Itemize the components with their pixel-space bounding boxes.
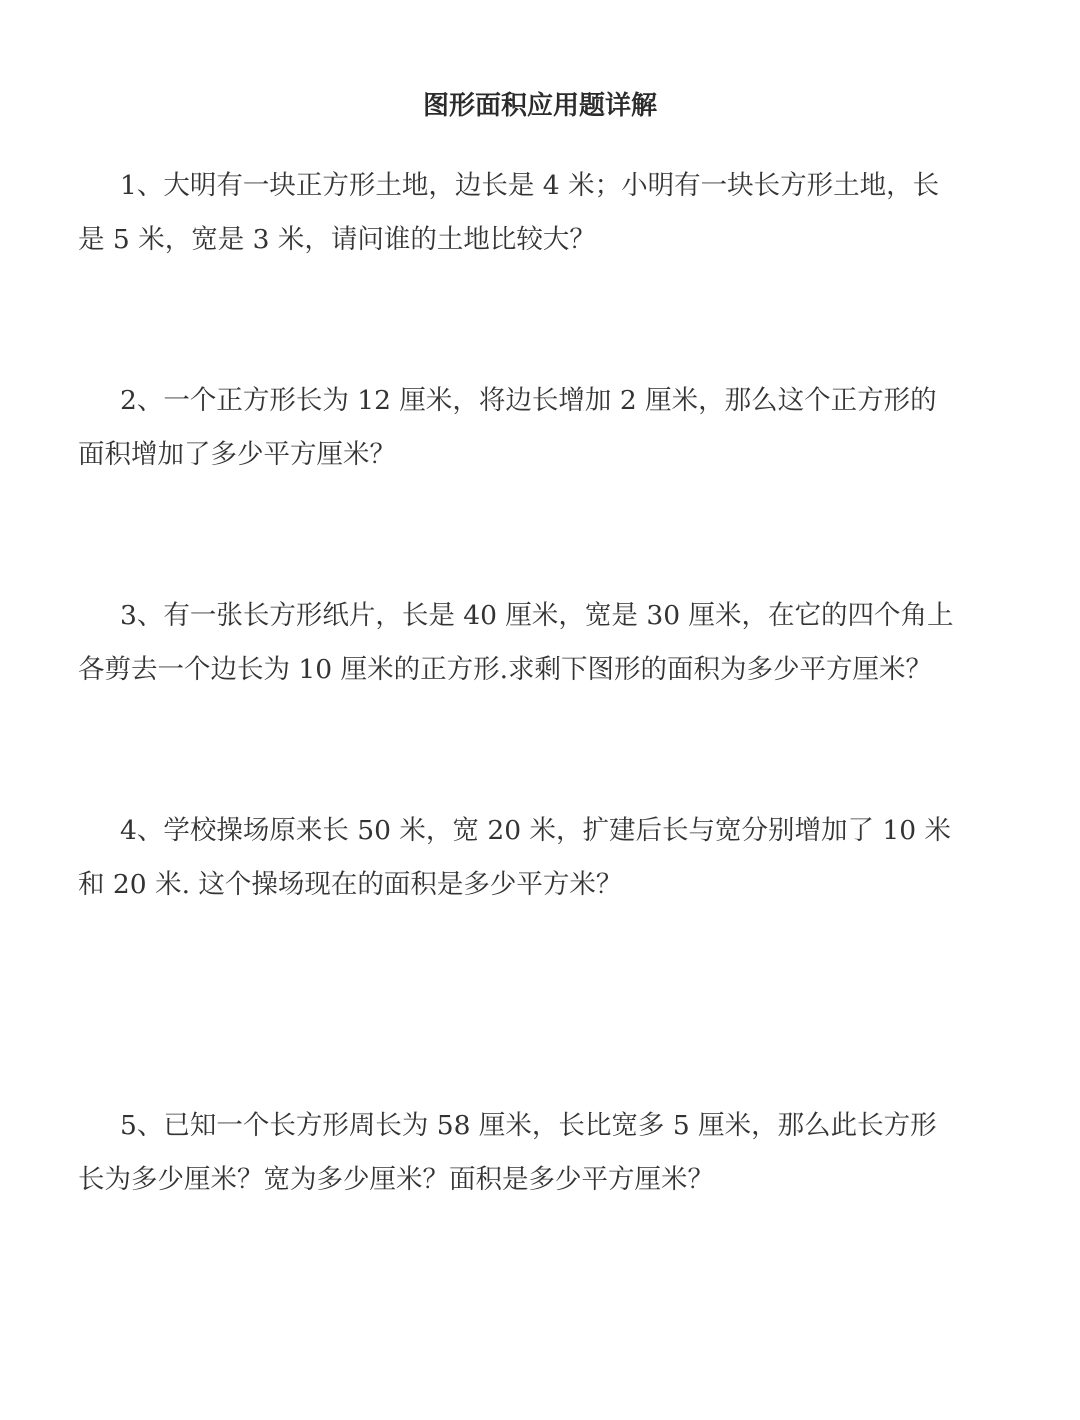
question-3-line-1: 3、有一张长方形纸片，长是 40 厘米，宽是 30 厘米，在它的四个角上 (120, 600, 954, 631)
question-5-line-1: 5、已知一个长方形周长为 58 厘米，长比宽多 5 厘米，那么此长方形 (120, 1110, 937, 1141)
question-2 (78, 374, 1008, 482)
question-3-line-2: 各剪去一个边长为 10 厘米的正方形.求剩下图形的面积为多少平方厘米？ (78, 654, 932, 685)
question-4 (78, 804, 1008, 912)
question-1 (78, 159, 1008, 267)
question-3 (78, 589, 1008, 697)
question-5-line-2: 长为多少厘米？宽为多少厘米？面积是多少平方厘米？ (78, 1164, 714, 1195)
question-5 (78, 1099, 1008, 1207)
question-1-line-2: 是 5 米，宽是 3 米，请问谁的土地比较大？ (78, 224, 596, 255)
question-4-line-1: 4、学校操场原来长 50 米，宽 20 米，扩建后长与宽分别增加了 10 米 (120, 815, 952, 846)
question-2-line-2: 面积增加了多少平方厘米？ (78, 439, 396, 470)
question-4-line-2: 和 20 米. 这个操场现在的面积是多少平方米？ (78, 869, 623, 900)
page-title: 图形面积应用题详解 (422, 91, 657, 121)
question-1-line-1: 1、大明有一块正方形土地，边长是 4 米；小明有一块长方形土地，长 (120, 170, 940, 201)
question-2-line-1: 2、一个正方形长为 12 厘米，将边长增加 2 厘米，那么这个正方形的 (120, 385, 937, 416)
